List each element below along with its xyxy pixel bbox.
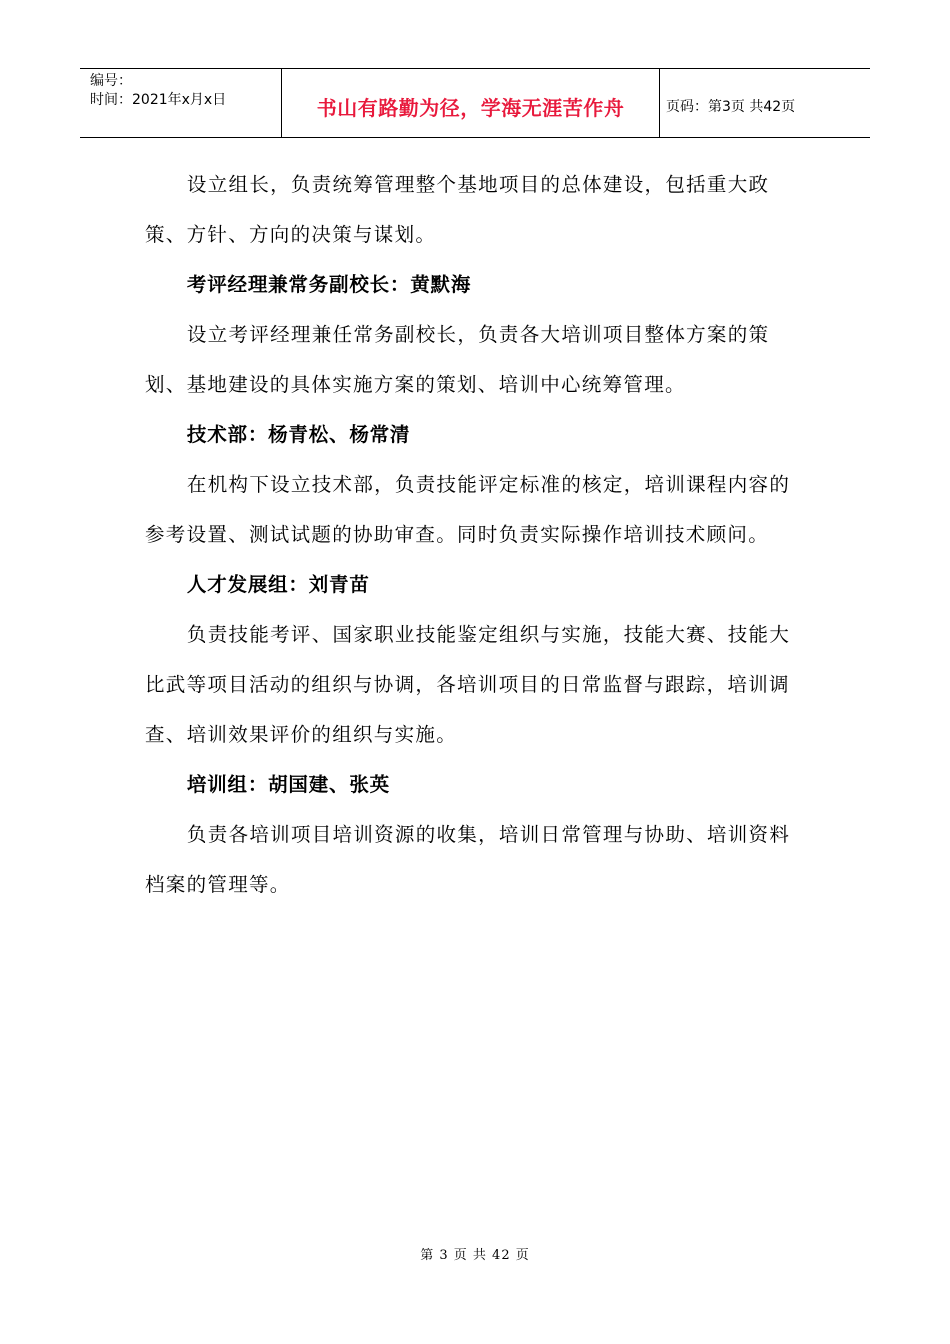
section-heading: 技术部：杨青松、杨常清 bbox=[186, 423, 411, 446]
document-body bbox=[145, 160, 805, 910]
document-number-label: 编号： bbox=[90, 73, 132, 89]
document-time: 时间：2021年x月x日 bbox=[90, 92, 227, 108]
header-meta bbox=[80, 69, 282, 137]
header-motto: 书山有路勤为径，学海无涯苦作舟 bbox=[282, 69, 660, 137]
paragraph: 在机构下设立技术部，负责技能评定标准的核定，培训课程内容的参考设置、测试试题的协助审查。同时负责实际操作培训技术顾问。 bbox=[145, 473, 791, 546]
page-header bbox=[80, 68, 870, 138]
section-heading: 培训组：胡国建、张英 bbox=[186, 773, 390, 796]
paragraph: 负责技能考评、国家职业技能鉴定组织与实施，技能大赛、技能大比武等项目活动的组织与协调，各培训项目的日常监督与跟踪，培训调查、培训效果评价的组织与实施。 bbox=[145, 623, 791, 746]
section-heading: 人才发展组：刘青苗 bbox=[186, 573, 370, 596]
section-heading: 考评经理兼常务副校长：黄默海 bbox=[186, 273, 472, 296]
header-page-info: 页码：第3页 共42页 bbox=[666, 99, 796, 115]
page-footer: 第 3 页 共 42 页 bbox=[420, 1248, 530, 1263]
paragraph: 设立组长，负责统筹管理整个基地项目的总体建设，包括重大政策、方针、方向的决策与谋划。 bbox=[145, 173, 770, 246]
paragraph: 负责各培训项目培训资源的收集，培训日常管理与协助、培训资料档案的管理等。 bbox=[145, 823, 791, 896]
paragraph: 设立考评经理兼任常务副校长，负责各大培训项目整体方案的策划、基地建设的具体实施方案的策划、培训中心统筹管理。 bbox=[145, 323, 770, 396]
